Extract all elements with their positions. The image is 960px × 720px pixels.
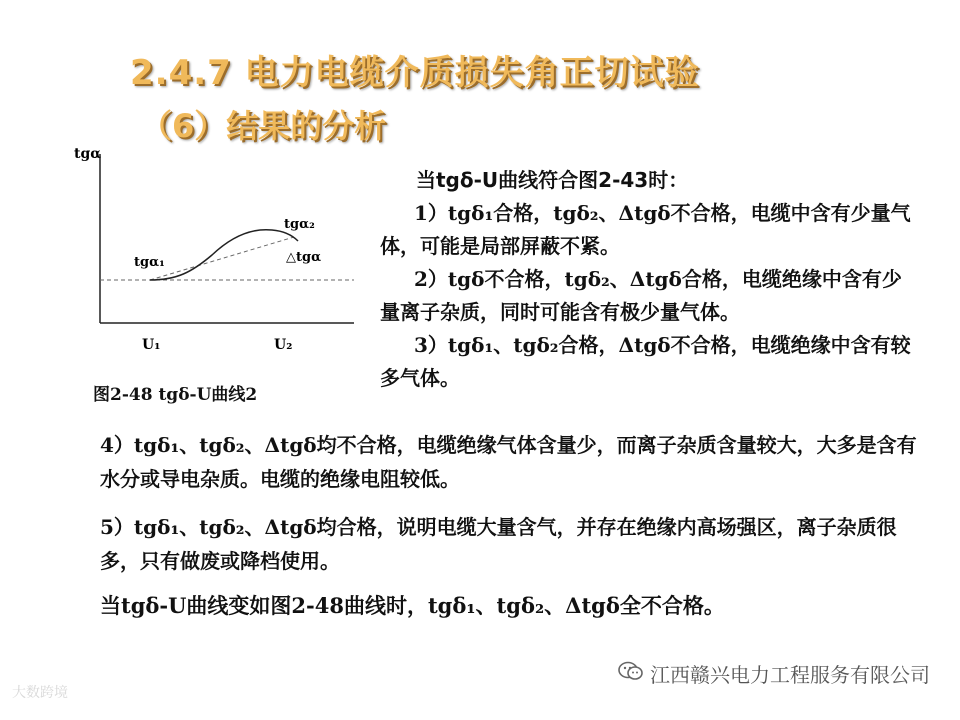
label-tga1: tgα₁ xyxy=(134,255,165,270)
chord-dashed xyxy=(150,237,294,280)
analysis-heading: 当tgδ-U曲线符合图2-43时： xyxy=(416,168,689,192)
x-label-u1: U₁ xyxy=(142,337,161,353)
figure-caption: 图2-48 tgδ-U曲线2 xyxy=(93,385,258,405)
analysis-item-4: 4）tgδ₁、tgδ₂、Δtgδ均不合格，电缆绝缘气体含量少，而离子杂质含量较大，大多是含有水分或导电杂质。电缆的绝缘电阻较低。 xyxy=(100,433,917,491)
corner-watermark: 大数跨境 xyxy=(12,685,68,701)
watermark-text: 江西赣兴电力工程服务有限公司 xyxy=(650,663,930,687)
analysis-item-3: 3）tgδ₁、tgδ₂合格，Δtgδ不合格，电缆绝缘中含有较多气体。 xyxy=(380,333,911,390)
label-tga2: tgα₂ xyxy=(284,217,315,232)
tg-curve xyxy=(150,230,298,280)
analysis-item-2: 2）tgδ不合格，tgδ₂、Δtgδ合格，电缆绝缘中含有少量离子杂质，同时可能含有极少量气体。 xyxy=(380,267,902,324)
analysis-list-top xyxy=(380,164,920,395)
page-subtitle: （6）结果的分析 xyxy=(140,107,387,145)
x-label-u2: U₂ xyxy=(274,337,293,353)
source-watermark xyxy=(618,659,930,688)
analysis-item-5: 5）tgδ₁、tgδ₂、Δtgδ均合格，说明电缆大量含气，并存在绝缘内高场强区，离子杂质很多，只有做废或降档使用。 xyxy=(100,515,897,573)
y-axis-label: tgα xyxy=(74,146,102,162)
wechat-icon xyxy=(618,660,644,687)
final-conclusion: 当tgδ-U曲线变如图2-48曲线时，tgδ₁、tgδ₂、Δtgδ全不合格。 xyxy=(100,593,725,618)
page-title: 2.4.7 电力电缆介质损失角正切试验 xyxy=(130,53,700,93)
tg-u-curve-figure xyxy=(72,140,362,385)
analysis-item-1: 1）tgδ₁合格，tgδ₂、Δtgδ不合格，电缆中含有少量气体，可能是局部屏蔽不紧。 xyxy=(380,201,911,258)
label-dtga: △tgα xyxy=(286,250,322,265)
